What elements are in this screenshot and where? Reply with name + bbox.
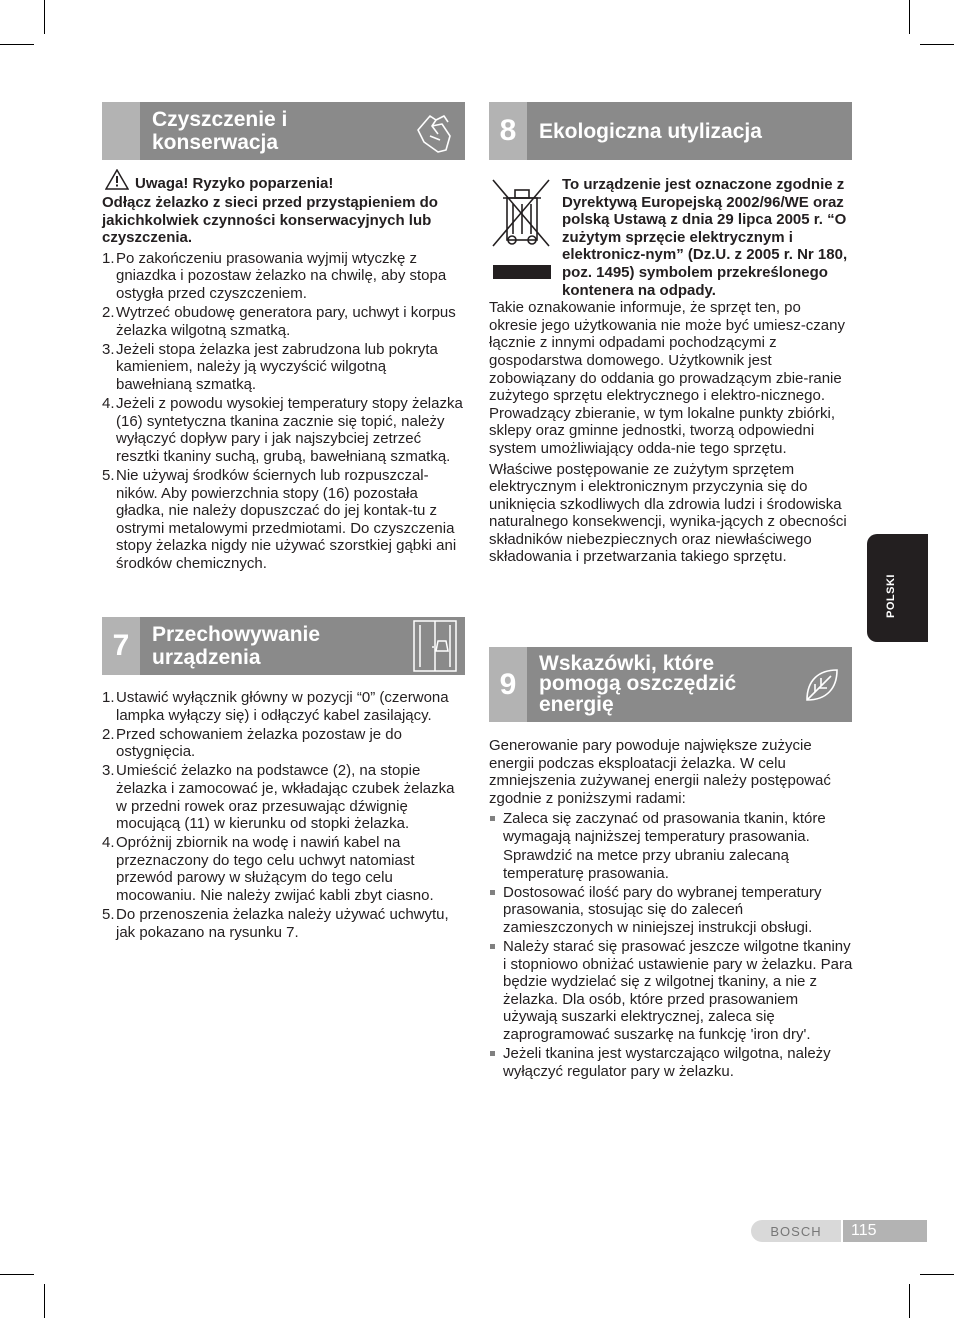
- weee-bold-intro: To urządzenie jest oznaczone zgodnie z Dyrektywą Europejską 2002/96/WE oraz polską Ustawą z dnia 29 lipca 2005 r. “O zużytym sprzęcie elektrycznym i elektronicz-nym” (Dz.U. z 2005 r. Nr 180, poz. 1495) symbolem przekreślonego kontenera na odpady.: [489, 176, 853, 299]
- intro-text: Generowanie pary powoduje największe zużycie energii podczas eksploatacji żelazka. W celu zmniejszenia zużywanej energii należy postępować zgodnie z poniższymi radami:: [489, 737, 831, 807]
- list-item: 2. Przed schowaniem żelazka pozostaw je do ostygnięcia.: [102, 725, 402, 761]
- warning-line: [102, 172, 466, 194]
- crop-mark: [44, 0, 45, 34]
- list-item: 2. Wytrzeć obudowę generatora pary, uchwyt i korpus żelazka wilgotną szmatką.: [102, 304, 456, 339]
- section-title: Przechowywanie urządzenia: [152, 623, 321, 669]
- list-item: 4. Jeżeli z powodu wysokiej temperatury stopy żelazka (16) syntetyczna tkanina zacznie się topić, należy wyłączyć dopływ pary i jak najszybciej zetrzeć resztki tkaniny suchą, grubą, bawełnianą szmatką.: [102, 395, 463, 465]
- crop-mark: [44, 1284, 45, 1318]
- paragraph: Właściwe postępowanie ze zużytym sprzętem elektrycznym i elektronicznym przyczynia się do uniknięcia szkodliwych dla zdrowia ludzi i środowiska naturalnego konsekwencji, wynika-jących z obecności składników niebezpiecznych oraz niewłaściwego składowania i przetwarzania takiego sprzętu.: [489, 460, 847, 566]
- paragraph: Takie oznakowanie informuje, że sprzęt ten, po okresie jego użytkowania nie może być umiesz-czany łącznie z innymi odpadami pochodzącymi z gospodarstwa domowego. Użytkownik jest zobowiązany do oddania go prowadzącym zbie-ranie zużytego sprzętu elektrycznego i elektro-nicznego. Prowadzący zbieranie, w tym lokalne punkty zbiórki, sklepy oraz gminne jednostki, tworzą odpowiedni system umożliwiający odda-nie tego sprzętu.: [489, 299, 845, 457]
- list-item: 1. Po zakończeniu prasowania wyjmij wtyczkę z gniazdka i pozostaw żelazko na chwilę, aby stopa ostygła przed czyszczeniem.: [102, 249, 447, 302]
- section-title: Czyszczenie i konserwacja: [152, 108, 288, 154]
- section-9-content: [489, 737, 853, 1082]
- storage-steps: [102, 689, 466, 941]
- section-title: Ekologiczna utylizacja: [539, 119, 762, 143]
- hand-cleaning-icon: [405, 102, 465, 160]
- section-7-header: [102, 617, 465, 675]
- page-number: 115: [843, 1220, 927, 1242]
- section-6-content: [102, 172, 466, 574]
- section-number: 7: [102, 617, 140, 675]
- crop-mark: [0, 1274, 34, 1275]
- language-label: POLSKI: [885, 574, 897, 618]
- section-9-header: [489, 647, 852, 722]
- intro-text: Odłącz żelazko z sieci przed przystąpieniem do jakichkolwiek czynności konserwacyjnych lub czyszczenia.: [102, 194, 438, 247]
- crop-mark: [909, 1284, 910, 1318]
- section-number: [102, 102, 140, 160]
- cleaning-steps: [102, 250, 466, 573]
- section-number: 9: [489, 647, 527, 722]
- storage-cabinet-icon: [405, 617, 465, 675]
- list-item: Zaleca się zaczynać od prasowania tkanin, które wymagają najniższej temperatury prasowania. Sprawdzić na metce przy ubraniu zalecaną temperaturę prasowania.: [489, 810, 853, 882]
- list-item: 4. Opróżnij zbiornik na wodę i nawiń kabel na przeznaczony do tego celu uchwyt natomiast przewód parowy w służącym do tego celu mocowaniu. Nie należy zwijać kabli zbyt ciasno.: [102, 834, 434, 905]
- energy-tips: [489, 810, 853, 1080]
- list-item: Dostosować ilość pary do wybranej temperatury prasowania, stosując się do zaleceń zamieszczonych w niniejszej instrukcji obsługi.: [489, 884, 853, 937]
- section-8-content: [489, 176, 853, 566]
- crop-mark: [0, 44, 34, 45]
- leaf-icon: [792, 647, 852, 722]
- list-item: 3. Jeżeli stopa żelazka jest zabrudzona lub pokryta kamieniem, należy ją wyczyścić wilgotną bawełnianą szmatką.: [102, 340, 438, 393]
- list-item: 5. Nie używaj środków ściernych lub rozpuszczal-ników. Aby powierzchnia stopy (16) pozostała gładka, nie należy dopuszczać do jej kontak-tu z ostrymi metalowymi przedmiotami. Do czyszczenia stopy żelazka nigdy nie używać szorstkiej gąbki ani środków chemicznych.: [102, 466, 457, 572]
- float-spacer: [489, 176, 562, 294]
- warning-triangle-icon: [105, 169, 129, 190]
- language-tab: [867, 534, 928, 642]
- section-title: Wskazówki, które pomogą oszczędzić energię: [539, 651, 737, 716]
- section-6-header: [102, 102, 465, 160]
- section-7-content: [102, 689, 466, 943]
- section-8-header: [489, 102, 852, 160]
- list-item: 3. Umieścić żelazko na podstawce (2), na stopie żelazka i zamocować je, wkładając czubek żelazka w przedni rowek oraz przesuwając dźwignię mocującą (11) w kierunku od stopki żelazka.: [102, 762, 455, 833]
- footer-brand: BOSCH: [751, 1220, 841, 1242]
- list-item: Jeżeli tkanina jest wystarczająco wilgotna, należy wyłączyć regulator pary w żelazku.: [489, 1045, 853, 1080]
- list-item: 5. Do przenoszenia żelazka należy używać uchwytu, jak pokazano na rysunku 7.: [102, 906, 449, 941]
- list-item: 1. Ustawić wyłącznik główny w pozycji “0” (czerwona lampka wyłączy się) i odłączyć kabel zasilający.: [102, 689, 449, 724]
- section-number: 8: [489, 102, 527, 160]
- crop-mark: [920, 1274, 954, 1275]
- warning-text: Uwaga! Ryzyko poparzenia!: [135, 175, 334, 192]
- list-item: Należy starać się prasować jeszcze wilgotne tkaniny i stopniowo obniżać ustawienie pary w żelazku. Para będzie wydzielać się z wilgotnej tkaniny, a nie z żelazka. Dla osób, które przed prasowaniem używają suszarki elektrycznej, zaleca się zaprogramować suszarkę na funkcję 'iron dry'.: [489, 938, 853, 1044]
- crop-mark: [920, 44, 954, 45]
- crop-mark: [909, 0, 910, 34]
